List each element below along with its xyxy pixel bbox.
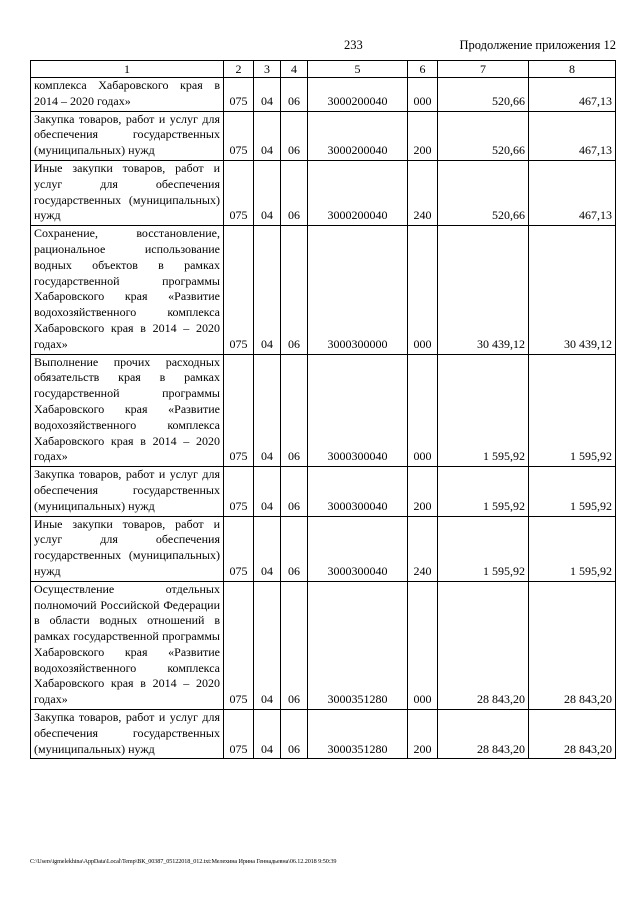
amount-2019-cell: 520,66 — [438, 111, 529, 160]
column-number-header: 3 — [254, 61, 281, 78]
target-article-cell: 3000300040 — [308, 467, 408, 516]
target-article-cell: 3000351280 — [308, 581, 408, 709]
table-row — [31, 354, 616, 467]
col2-cell: 075 — [224, 160, 254, 225]
page-header — [0, 38, 640, 56]
appendix-continuation-label: Продолжение приложения 12 — [459, 38, 616, 52]
col2-cell: 075 — [224, 354, 254, 467]
table-row — [31, 111, 616, 160]
table-row — [31, 710, 616, 759]
amount-2020-cell: 30 439,12 — [529, 226, 616, 354]
column-number-header: 8 — [529, 61, 616, 78]
col3-cell: 04 — [254, 111, 281, 160]
expense-type-cell: 000 — [408, 78, 438, 112]
amount-2020-cell: 28 843,20 — [529, 710, 616, 759]
name-cell: Сохранение, восстановление, рациональное использование водных объектов в рамках государственной программы Хабаровского края «Развитие водохозяйственного комплекса Хабаровского края в 2014 – 2020 годах» — [31, 226, 224, 354]
name-cell: Закупка товаров, работ и услуг для обеспечения государственных (муниципальных) нужд — [31, 111, 224, 160]
name-cell: Иные закупки товаров, работ и услуг для обеспечения государственных (муниципальных) нужд — [31, 516, 224, 581]
expense-type-cell: 200 — [408, 710, 438, 759]
column-number-header: 4 — [281, 61, 308, 78]
col4-cell: 06 — [281, 467, 308, 516]
column-number-header: 7 — [438, 61, 529, 78]
expense-type-cell: 240 — [408, 516, 438, 581]
amount-2019-cell: 28 843,20 — [438, 710, 529, 759]
col4-cell: 06 — [281, 581, 308, 709]
amount-2019-cell: 30 439,12 — [438, 226, 529, 354]
col2-cell: 075 — [224, 78, 254, 112]
col2-cell: 075 — [224, 516, 254, 581]
expense-type-cell: 200 — [408, 111, 438, 160]
col2-cell: 075 — [224, 226, 254, 354]
file-path-footer: C:\Users\igmelekhina\AppData\Local\Temp\ВК_00387_05122018_012.txt:Мелехина Ирина Геннадьевна\06.12.2018 9:50:39 — [30, 858, 337, 865]
amount-2019-cell: 1 595,92 — [438, 516, 529, 581]
table-header-row — [31, 61, 616, 78]
name-cell: комплекса Хабаровского края в 2014 – 2020 годах» — [31, 78, 224, 112]
expense-type-cell: 200 — [408, 467, 438, 516]
col4-cell: 06 — [281, 111, 308, 160]
amount-2019-cell: 520,66 — [438, 78, 529, 112]
col4-cell: 06 — [281, 354, 308, 467]
col3-cell: 04 — [254, 516, 281, 581]
col4-cell: 06 — [281, 710, 308, 759]
col4-cell: 06 — [281, 516, 308, 581]
table-row — [31, 160, 616, 225]
expense-type-cell: 000 — [408, 581, 438, 709]
table-row — [31, 581, 616, 709]
amount-2019-cell: 1 595,92 — [438, 354, 529, 467]
expense-type-cell: 000 — [408, 226, 438, 354]
target-article-cell: 3000200040 — [308, 78, 408, 112]
column-number-header: 6 — [408, 61, 438, 78]
name-cell: Выполнение прочих расходных обязательств края в рамках государственной программы Хабаровского края «Развитие водохозяйственного комплекса Хабаровского края в 2014 – 2020 годах» — [31, 354, 224, 467]
column-number-header: 1 — [31, 61, 224, 78]
col3-cell: 04 — [254, 78, 281, 112]
expense-type-cell: 000 — [408, 354, 438, 467]
target-article-cell: 3000300000 — [308, 226, 408, 354]
amount-2019-cell: 520,66 — [438, 160, 529, 225]
amount-2020-cell: 1 595,92 — [529, 467, 616, 516]
target-article-cell: 3000351280 — [308, 710, 408, 759]
table-row — [31, 516, 616, 581]
target-article-cell: 3000200040 — [308, 160, 408, 225]
col3-cell: 04 — [254, 467, 281, 516]
col3-cell: 04 — [254, 581, 281, 709]
name-cell: Осуществление отдельных полномочий Российской Федерации в области водных отношений в рамках государственной программы Хабаровского края «Развитие водохозяйственного комплекса Хабаровского края в 2014 – 2020 годах» — [31, 581, 224, 709]
col2-cell: 075 — [224, 111, 254, 160]
table-row — [31, 78, 616, 112]
col3-cell: 04 — [254, 354, 281, 467]
budget-table — [30, 60, 616, 759]
name-cell: Закупка товаров, работ и услуг для обеспечения государственных (муниципальных) нужд — [31, 467, 224, 516]
amount-2019-cell: 1 595,92 — [438, 467, 529, 516]
column-number-header: 5 — [308, 61, 408, 78]
table-row — [31, 467, 616, 516]
amount-2020-cell: 1 595,92 — [529, 354, 616, 467]
amount-2019-cell: 28 843,20 — [438, 581, 529, 709]
col3-cell: 04 — [254, 710, 281, 759]
table-row — [31, 226, 616, 354]
col4-cell: 06 — [281, 226, 308, 354]
col2-cell: 075 — [224, 710, 254, 759]
col2-cell: 075 — [224, 467, 254, 516]
name-cell: Иные закупки товаров, работ и услуг для обеспечения государственных (муниципальных) нужд — [31, 160, 224, 225]
target-article-cell: 3000300040 — [308, 516, 408, 581]
col2-cell: 075 — [224, 581, 254, 709]
col3-cell: 04 — [254, 226, 281, 354]
amount-2020-cell: 467,13 — [529, 160, 616, 225]
col4-cell: 06 — [281, 160, 308, 225]
expense-type-cell: 240 — [408, 160, 438, 225]
amount-2020-cell: 467,13 — [529, 111, 616, 160]
name-cell: Закупка товаров, работ и услуг для обеспечения государственных (муниципальных) нужд — [31, 710, 224, 759]
target-article-cell: 3000200040 — [308, 111, 408, 160]
amount-2020-cell: 1 595,92 — [529, 516, 616, 581]
col4-cell: 06 — [281, 78, 308, 112]
col3-cell: 04 — [254, 160, 281, 225]
column-number-header: 2 — [224, 61, 254, 78]
target-article-cell: 3000300040 — [308, 354, 408, 467]
page-number: 233 — [344, 38, 363, 52]
amount-2020-cell: 28 843,20 — [529, 581, 616, 709]
amount-2020-cell: 467,13 — [529, 78, 616, 112]
